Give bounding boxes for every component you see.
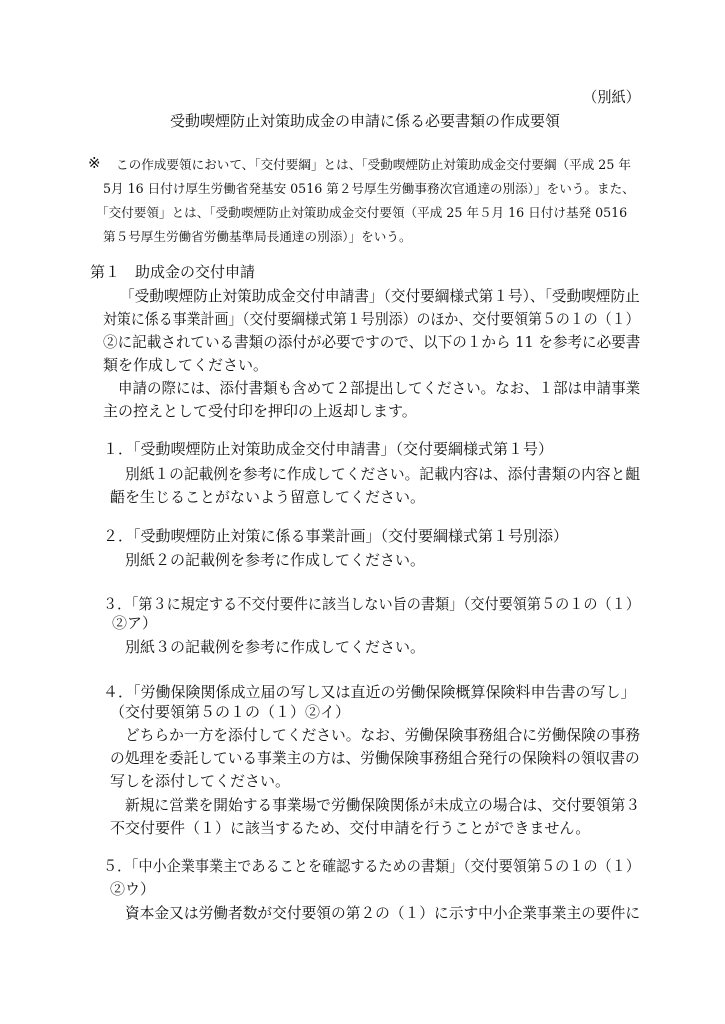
item-body-line: 新規に営業を開始する事業場で労働保険関係が未成立の場合は、交付要領第３ — [125, 796, 641, 814]
item-body-line: どちらか一方を添付してください。なお、労働保険事務組合に労働保険の事務 — [125, 726, 641, 744]
note-mark: ※ — [88, 154, 101, 172]
page-title: 受動喫煙防止対策助成金の申請に係る必要書類の作成要領 — [170, 112, 561, 130]
item-body-line: の処理を委託している事業主の方は、労働保険事務組合発行の保険料の領収書の — [110, 749, 640, 767]
paragraph-line: ②に記載されている書類の添付が必要ですので、以下の１から 11 を参考に必要書 — [103, 333, 641, 351]
item-heading: ５．「中小企業事業主であることを確認するための書類」（交付要領第５の１の（１） — [103, 857, 640, 875]
paragraph-line: 「受動喫煙防止対策助成金交付申請書」（交付要綱様式第１号）、「受動喫煙防止 — [120, 287, 640, 305]
item-heading: ３．「第３に規定する不交付要件に該当しない旨の書類」（交付要領第５の１の（１） — [103, 595, 640, 613]
note-line: この作成要領において、「交付要綱」とは、「受動喫煙防止対策助成金交付要綱（平成 25 年 — [116, 157, 631, 172]
item-heading: １．「受動喫煙防止対策助成金交付申請書」（交付要綱様式第１号） — [103, 440, 554, 458]
paragraph-line: 申請の際には、添付書類も含めて２部提出してください。なお、１部は申請事業 — [118, 379, 641, 397]
note-line: 5月 16 日付け厚生労働省発基安 0516 第２号厚生労働事務次官通達の別添）」をいう。また、 — [103, 181, 635, 196]
item-heading: ４．「労働保険関係成立届の写し又は直近の労働保険概算保険料申告書の写し」 — [103, 683, 636, 701]
paragraph-line: 類を作成してください。 — [103, 356, 269, 374]
item-heading: （交付要領第５の１の（１）②イ） — [110, 703, 351, 721]
paragraph-line: 対策に係る事業計画」（交付要綱様式第１号別添）のほか、交付要領第５の１の（１） — [103, 310, 640, 328]
paragraph-line: 主の控えとして受付印を押印の上返却します。 — [103, 402, 417, 420]
item-body-line: 不交付要件（１）に該当するため、交付申請を行うことができません。 — [110, 819, 591, 837]
item-body-line: 別紙２の記載例を参考に作成してください。 — [125, 551, 426, 569]
item-body-line: 資本金又は労働者数が交付要領の第２の（１）に示す中小企業事業主の要件に — [125, 904, 641, 922]
item-body-line: 別紙１の記載例を参考に作成してください。記載内容は、添付書類の内容と齟 — [125, 465, 641, 483]
item-body-line: 写しを添付してください。 — [110, 772, 291, 790]
attachment-label: （別紙） — [583, 88, 641, 106]
item-heading: ２．「受動喫煙防止対策に係る事業計画」（交付要綱様式第１号別添） — [103, 527, 569, 545]
item-heading: ②ア） — [112, 614, 158, 632]
note-line: 第５号厚生労働省労働基準局長通達の別添）」をいう。 — [103, 229, 412, 244]
item-body-line: 齬を生じることがないよう留意してください。 — [110, 488, 426, 506]
item-heading: ②ウ） — [110, 880, 156, 898]
section-heading: 第１ 助成金の交付申請 — [90, 263, 256, 281]
item-body-line: 別紙３の記載例を参考に作成してください。 — [125, 638, 426, 656]
note-line: 「交付要領」とは、「受動喫煙防止対策助成金交付要領（平成 25 年５月 16 日付け基発 0516 — [96, 205, 628, 220]
